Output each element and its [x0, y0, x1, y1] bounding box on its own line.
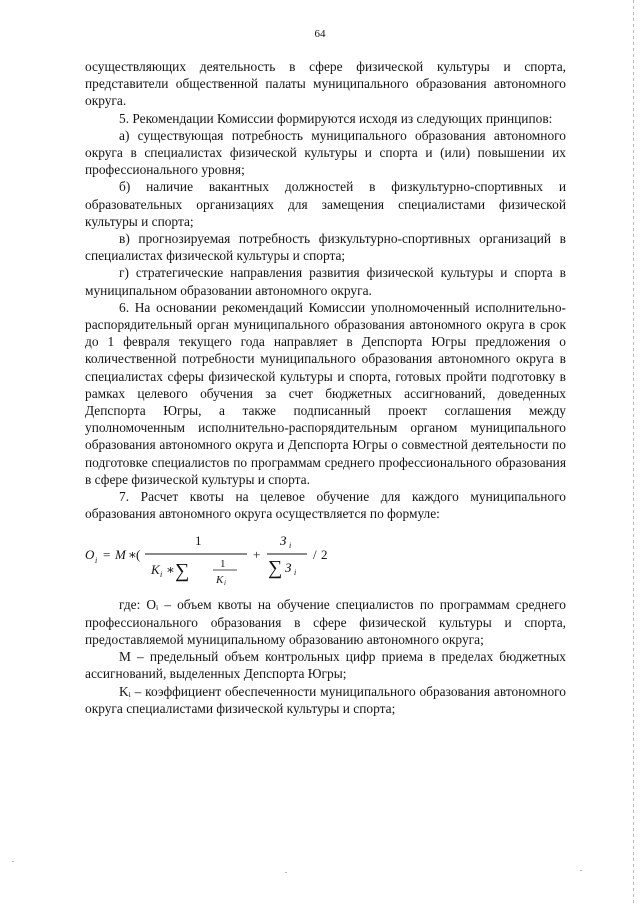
paragraph-item-6: 6. На основании рекомендаций Комиссии уполномоченный исполнительно-распорядительный орган муниципального образования автономного округа в срок до 1 февраля текущего года направляет в Депспорта Югры предложения о количественной потребности муниципального образования автономного округа в специалистах сферы физической культуры и спорта, готовых пройти подготовку в рамках целевого обучения за счет бюджетных ассигнований, доведенных Депспорта Югры, а также подписанный проект соглашения между уполномоченным исполнительно-распорядительным органом муниципального образования автономного округа и Депспорта Югры о совместной деятельности по подготовке специалистов по программам среднего профессионального образования в сфере физической культуры и спорта.	[85, 299, 566, 487]
page-number: 64	[314, 28, 326, 40]
formula-open: (	[136, 547, 141, 563]
definition-m: М – предельный объем контрольных цифр приема в пределах бюджетных ассигнований, выделенных Депспорта Югры;	[85, 649, 566, 682]
paragraph-principle-d: г) стратегические направления развития физической культуры и спорта в муниципальном образовании автономного округа.	[85, 265, 566, 298]
paragraph-principle-c: в) прогнозируемая потребность физкультурно-спортивных организаций в специалистах физической культуры и спорта;	[85, 231, 566, 264]
formula-sigma-2: ∑	[268, 557, 283, 580]
formula-slash: /	[313, 547, 317, 563]
formula-inner-num: 1	[220, 558, 226, 571]
formula-z-den-sub: i	[294, 568, 297, 578]
formula-inner-k-sub: i	[224, 579, 226, 587]
formula-z-num: З	[280, 533, 287, 549]
formula-inner-k: K	[216, 574, 224, 587]
formula-star-2: ∗	[166, 562, 175, 578]
formula-m: M	[115, 547, 126, 563]
formula-star: ∗	[128, 547, 137, 563]
paragraph-principle-a: а) существующая потребность муниципального образования автономного округа в специалистах физической культуры и спорта и (или) повышении их профессионального уровня;	[85, 127, 566, 178]
paragraph-principle-b: б) наличие вакантных должностей в физкультурно-спортивных и образовательных организациях для замещения специалистами физической культуры и спорта;	[85, 179, 566, 229]
definition-oi: где: Oᵢ – объем квоты на обучение специалистов по программам среднего профессионального образования в сфере физической культуры и спорта, предоставляемой муниципальному образованию автономного округа;	[85, 597, 566, 647]
formula-two: 2	[321, 547, 328, 563]
formula-k: K	[151, 562, 160, 578]
scan-dot-center: .	[285, 866, 287, 875]
formula-eq: =	[103, 547, 111, 563]
formula-z-num-sub: i	[289, 541, 292, 551]
quota-formula	[85, 528, 566, 586]
paragraph-item-5: 5. Рекомендации Комиссии формируются исходя из следующих принципов:	[119, 110, 553, 126]
scan-edge-line	[633, 0, 634, 905]
paragraph-continuation: осуществляющих деятельность в сфере физической культуры и спорта, представители общественной палаты муниципального образования автономного округа.	[85, 59, 566, 109]
paragraph-item-7: 7. Расчет квоты на целевое обучение для каждого муниципального образования автономного округа осуществляется по формуле:	[85, 489, 566, 522]
formula-svg	[85, 528, 566, 586]
scan-dot-left: .	[12, 855, 14, 864]
scan-dot-right: .	[580, 864, 582, 873]
formula-o: O	[85, 547, 95, 563]
formula-num-1: 1	[195, 533, 202, 549]
formula-sigma-1: ∑	[175, 560, 190, 583]
formula-k-sub: i	[160, 570, 163, 580]
document-body	[85, 58, 566, 717]
formula-o-sub: i	[95, 556, 98, 566]
formula-z-den: З	[285, 560, 292, 576]
definition-ki: Kᵢ – коэффициент обеспеченности муниципального образования автономного округа специалистами физической культуры и спорта;	[85, 683, 566, 716]
formula-plus: +	[253, 547, 261, 563]
